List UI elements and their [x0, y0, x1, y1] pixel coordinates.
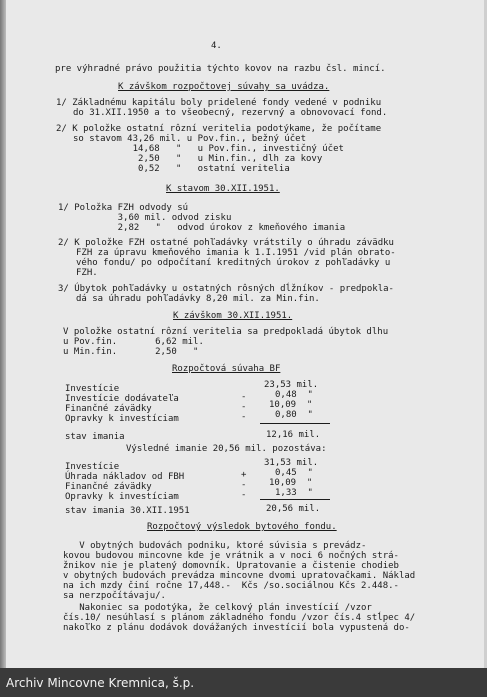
page-edge-shadow: [0, 0, 6, 697]
text-line: V položke ostatní rôzní veritelia sa predpokladá úbytok dlhu: [63, 327, 389, 337]
table-row-label: Opravky k investíciam: [65, 414, 179, 424]
remaining-title: Výsledné imanie 20,56 mil. pozostáva:: [126, 444, 327, 454]
text-line: 2,50 " u Min.fin., dlh za kovy: [73, 154, 323, 164]
table-row-value: 23,53 mil.: [264, 380, 319, 390]
heading-liabilities-1951: K závškom 30.XII.1951.: [173, 311, 293, 321]
text-line: nakoľko z plánu dodávok dovážaných investícií bola vypustená do-: [63, 623, 410, 633]
text-line: 3,60 mil. odvod zisku: [58, 213, 232, 223]
heading-budget-balance-bf: Rozpočtová súvaha BF: [172, 364, 281, 374]
text-line: vého fondu/ po odpočítaní kreditných úrokov z pohľadávky u: [76, 258, 391, 268]
table-row-sign: +: [241, 470, 247, 480]
table-row-label: Opravky k investíciam: [65, 492, 179, 502]
text-line: 2/ K položke ostatní rôzní veritelia podotýkame, že počítame: [56, 124, 382, 134]
table-row-label: Investície dodávateľa: [65, 394, 179, 404]
page-number: 4.: [211, 41, 222, 51]
heading-state-1951: K stavom 30.XII.1951.: [166, 184, 280, 194]
table-row-label: Finančné závädky: [65, 482, 152, 492]
text-line: 2,82 " odvod úrokov z kmeňového imania: [58, 223, 346, 233]
table-row-value: 31,53 mil.: [264, 458, 319, 468]
text-line: V obytných budovách podniku, ktoré súvisia s prevádz-: [63, 541, 367, 551]
archive-watermark: Archiv Mincovne Kremnica, š.p.: [6, 676, 195, 690]
text-line: v obytných budovách prevádza mincovne dvomi upratovačkami. Náklad: [63, 571, 416, 581]
total-value: 20,56 mil.: [266, 504, 321, 514]
heading-housing-fund: Rozpočtový výsledok bytového fondu.: [147, 522, 337, 532]
table-row-label: Investície: [65, 462, 120, 472]
text-line: žnikov nie je platený domovník. Upratovanie a čistenie chodieb: [63, 561, 399, 571]
text-line: 3/ Úbytok pohľadávky u ostatných rôsných dĺžníkov - predpokla-: [58, 284, 394, 294]
table-row-sign: -: [241, 402, 247, 412]
table-row-value: 0,80 ": [275, 410, 313, 420]
text-line: FZH za úpravu kmeňového imania k 1.I.1951 /vid plán obrato-: [76, 248, 396, 258]
text-line: čís.10/ nesúhlasí s plánom základného fondu /vzor čís.4 stĺpec 4/: [63, 613, 416, 623]
text-line: so stavom 43,26 mil. u Pov.fin., bežný účet: [73, 134, 306, 144]
text-line: kovou budovou mincovne kde je vrátnik a v noci 6 nočných strá-: [63, 551, 399, 561]
text-line: u Min.fin. 2,50 ": [63, 347, 199, 357]
sum-rule: [260, 499, 330, 500]
table-row-sign: -: [241, 392, 247, 402]
table-row-value: 0,48 ": [275, 390, 313, 400]
table-row-label: Investície: [65, 384, 120, 394]
table-row-sign: -: [241, 412, 247, 422]
total-value: 12,16 mil.: [266, 430, 321, 440]
text-line: 1/ Položka FZH odvody sú: [58, 203, 189, 213]
text-line: 1/ Základnému kapitálu boly pridelené fondy vedené v podniku: [56, 98, 382, 108]
total-label: stav imania 30.XII.1951: [65, 506, 190, 516]
text-line: sa nerzpočítávaju/.: [63, 591, 166, 601]
heading-balance-notes: K závškom rozpočtovej súvahy sa uvádza.: [118, 82, 330, 92]
text-line: na ich mzdy činí ročne 17,448.- Kčs /so.sociálnou Kčs 2.448.-: [63, 581, 399, 591]
text-line: 14,68 " u Pov.fin., investičný účet: [73, 144, 344, 154]
table-row-label: Finančné závädky: [65, 404, 152, 414]
table-row-value: 1,33 ": [275, 488, 313, 498]
text-line: u Pov.fin. 6,62 mil.: [63, 337, 204, 347]
sum-rule: [260, 423, 330, 424]
text-line: 0,52 " ostatní veritelia: [73, 164, 290, 174]
table-row-sign: -: [241, 480, 247, 490]
intro-line: pre výhradné právo použitia týchto kovov na razbu čsl. mincí.: [55, 64, 386, 74]
text-line: do 31.XII.1950 a to všeobecný, rezervný a obnovovací fond.: [73, 108, 388, 118]
text-line: FZH.: [76, 268, 98, 278]
table-row-label: Úhrada nákladov od FBH: [65, 472, 185, 482]
table-row-value: 10,09 ": [269, 400, 313, 410]
text-line: 2/ K položke FZH ostatné pohľadávky vrátstily o úhradu závädku: [58, 238, 394, 248]
table-row-sign: -: [241, 490, 247, 500]
table-row-value: 0,45 ": [275, 468, 313, 478]
table-row-value: 10,09 ": [269, 478, 313, 488]
total-label: stav imania: [65, 432, 125, 442]
text-line: dá sa úhradu pohľadávky 8,20 mil. za Min.fin.: [76, 294, 320, 304]
text-line: Nakoniec sa podotýka, že celkový plán investícií /vzor: [63, 603, 372, 613]
